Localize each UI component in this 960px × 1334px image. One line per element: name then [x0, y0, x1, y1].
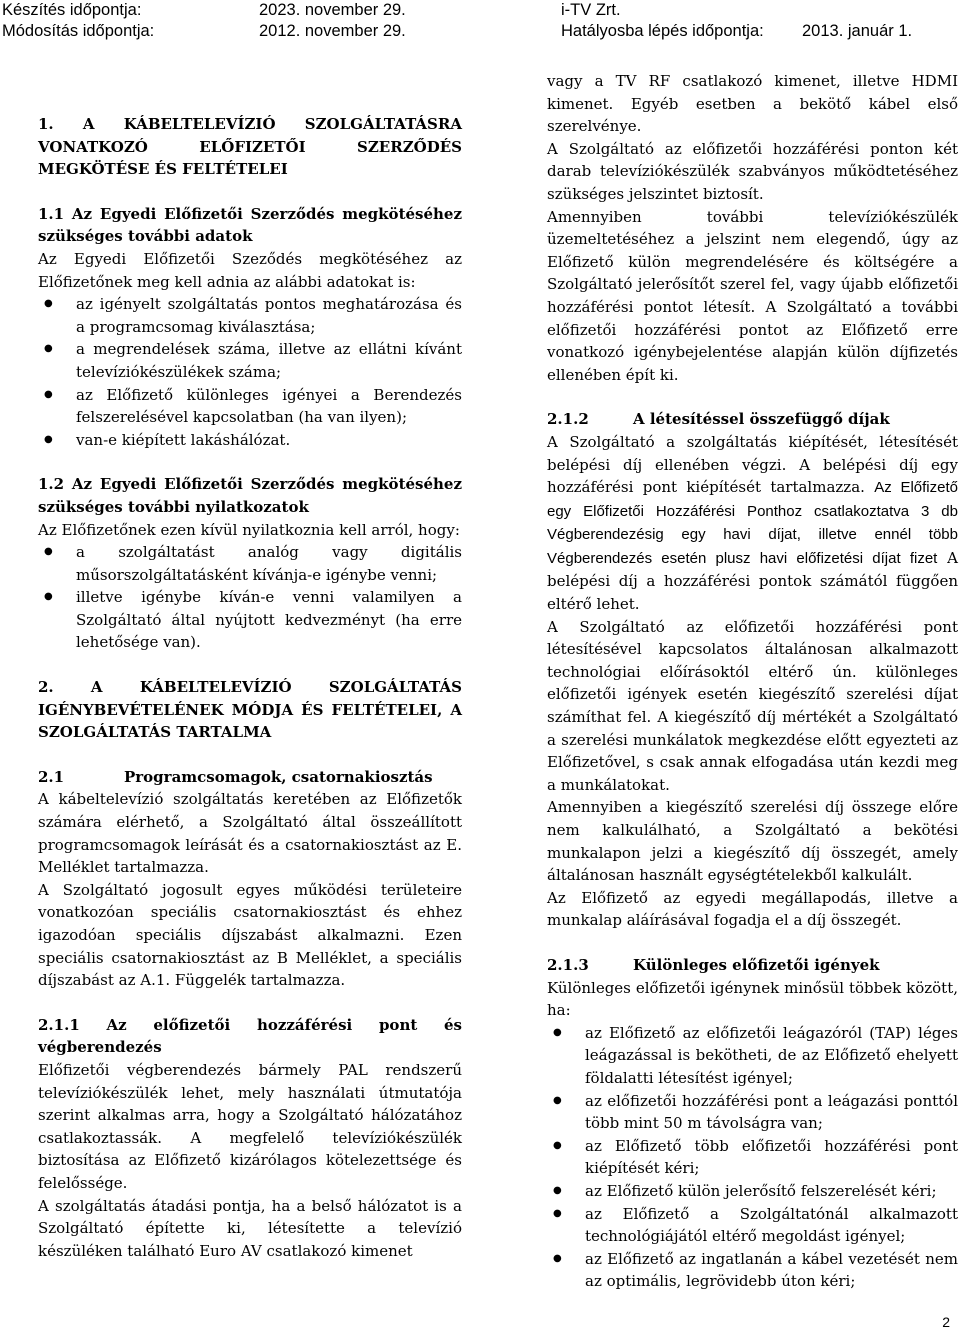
- section-2-1-2-paragraph-2: A Szolgáltató az előfizetői hozzáférési pont létesítésével kapcsolatos általánosan alkalmazott technológiai előírásoktól eltérő ún. különleges előfizetői igények esetén kiegészítő szerelési díjat számíthat fel. A kiegészítő díj mértékét a Szolgáltató a szerelési munkálatok megkezdése előtt egyezteti az Előfizetővel, s csak annak elfogadása után kezdi meg a munkálatokat.: [547, 617, 958, 794]
- section-2-1-2-paragraph-4: Az Előfizető az egyedi megállapodás, illetve a munkalap aláírásával fogadja el a díj összegét.: [547, 888, 958, 930]
- section-2-1-2-paragraph-1: [547, 431, 958, 616]
- list-item: ● a szolgáltatást analóg vagy digitális műsorszolgáltatásként kívánja-e igénybe venni;: [38, 541, 462, 586]
- section-1-1-intro: Az Egyedi Előfizetői Szeződés megkötéséhez az Előfizetőnek meg kell adnia az alábbi adatokat is:: [38, 249, 462, 291]
- effective-value: 2013. január 1.: [802, 22, 913, 40]
- section-2-1-paragraph-1: A kábeltelevízió szolgáltatás keretében az Előfizetők számára elérhető, a Szolgáltató által összeállított programcsomagok leírását és a csatornakiosztást az E. Melléklet tartalmazza.: [38, 790, 462, 877]
- created-value: 2023. november 29.: [259, 1, 406, 19]
- section-2-1-paragraph-2: A Szolgáltató jogosult egyes működési területeire vonatkozóan speciális csatornakiosztást és ehhez igazodóan speciális díjszabást alkalmazni. Ezen speciális csatornakiosztást az B Melléklet, a speciális díjszabást az A.1. Függelék tartalmazza.: [38, 880, 462, 990]
- modified-label: Módosítás időpontja:: [2, 22, 155, 40]
- left-column: [38, 113, 462, 1262]
- list-item: ● az Előfizető a Szolgáltatónál alkalmazott technológiájától eltérő megoldást igényel;: [547, 1203, 958, 1248]
- list-item: ● az Előfizető több előfizetői hozzáférési pont kiépítését kéri;: [547, 1135, 958, 1180]
- list-item: ● az Előfizető az ingatlanán a kábel vezetését nem az optimális, legrövidebb úton kéri;: [547, 1248, 958, 1293]
- section-2-1-heading: [38, 766, 462, 789]
- section-2-1-2-title: A létesítéssel összefüggő díjak: [633, 410, 890, 429]
- list-item: ● az Előfizető külön jelerősítő felszerelését kéri;: [547, 1180, 958, 1203]
- monthly-fee-text: Az Előfizető egy Előfizetői Hozzáférési Ponthoz csatlakoztatva 3 db Végberendezésig egy havi díjat, illetve ennél több Végberendezés esetén plusz havi előfizetési díjat fizet: [547, 479, 958, 567]
- section-2-1-3-list: [547, 1022, 958, 1293]
- list-item: ● van-e kiépített lakáshálózat.: [38, 429, 462, 452]
- section-2-1-3-heading: [547, 954, 958, 977]
- section-2-1-2-number: 2.1.2: [547, 410, 589, 429]
- fee-varies-text: A belépési díj a hozzáférési pontok számától függően eltérő lehet.: [547, 548, 958, 614]
- list-item: ● az Előfizető az előfizetői leágazóról (TAP) léges leágazással is bekötheti, de az Előfizető ehelyett földalatti létesítést igényel;: [547, 1022, 958, 1090]
- right-column: [547, 70, 958, 1293]
- section-2-1-3-intro: Különleges előfizetői igénynek minősül többek között, ha:: [547, 978, 958, 1020]
- effective-label: Hatályosba lépés időpontja:: [561, 22, 764, 40]
- section-1-1-heading: 1.1 Az Egyedi Előfizetői Szerződés megkötéséhez szükséges további adatok: [38, 204, 462, 246]
- section-2-1-2-paragraph-3: Amennyiben a kiegészítő szerelési díj összege előre nem kalkulálható, a Szolgáltató a bekötési munkalapon jelzi a kiegészítő díj összegét, amely általánosan használt egységtételekből kalkulált.: [547, 798, 958, 885]
- section-2-1-1-paragraph-1: Előfizetői végberendezés bármely PAL rendszerű televíziókészülék lehet, mely használati útmutatója szerint alkalmas arra, hogy a Szolgáltató hálózatához csatlakoztassák. A megfelelő televíziókészülék biztosítása az Előfizető kizárólagos kötelezettsége és felelőssége.: [38, 1060, 462, 1192]
- continued-paragraph: vagy a TV RF csatlakozó kimenet, illetve HDMI kimenet. Egyéb esetben a bekötő kábel első szerelvénye.: [547, 72, 958, 136]
- section-1-2-list: [38, 541, 462, 654]
- section-2-1-1-heading: 2.1.1 Az előfizetői hozzáférési pont és végberendezés: [38, 1015, 462, 1057]
- list-item: ● a megrendelések száma, illetve az ellátni kívánt televíziókészülékek száma;: [38, 338, 462, 383]
- document-header: [0, 0, 960, 42]
- section-1-2-heading: 1.2 Az Egyedi Előfizetői Szerződés megkötéséhez szükséges további nyilatkozatok: [38, 475, 462, 516]
- created-label: Készítés időpontja:: [2, 1, 142, 19]
- entry-fee-text: A Szolgáltató a szolgáltatás kiépítését, létesítését belépési díj ellenében végzi. A belépési díj egy hozzáférési pont kiépítését tartalmazza.: [547, 432, 958, 497]
- section-2-1-3-number: 2.1.3: [547, 955, 589, 974]
- modified-value: 2012. november 29.: [259, 22, 406, 40]
- list-item: ● az Előfizető különleges igényei a Berendezés felszerelésével kapcsolatban (ha van ilyen);: [38, 384, 462, 429]
- section-2-1-2-heading: [547, 408, 958, 431]
- extra-tv-paragraph: Amennyiben további televíziókészülék üzemeltetéséhez a jelszint nem elegendő, úgy az Előfizető külön megrendelésére és költségére a Szolgáltató jelerősítőt szerel fel, vagy újabb előfizetői hozzáférési pontot létesít. A Szolgáltató a további előfizetői hozzáférési pontot az Előfizető erre vonatkozó igénybejelentése alapján külön díjfizetés ellenében épít ki.: [547, 207, 958, 384]
- list-item: ● az igényelt szolgáltatás pontos meghatározása és a programcsomag kiválasztása;: [38, 293, 462, 338]
- section-1-2-intro: Az Előfizetőnek ezen kívül nyilatkoznia kell arról, hogy:: [38, 520, 460, 539]
- section-2-heading: 2. A KÁBELTELEVÍZIÓ SZOLGÁLTATÁS IGÉNYBEVÉTELÉNEK MÓDJA ÉS FELTÉTELEI, A SZOLGÁLTATÁS TARTALMA: [38, 678, 462, 742]
- section-2-1-1-paragraph-2: A szolgáltatás átadási pontja, ha a belső hálózatot is a Szolgáltató építette ki, létesítette a televízió készüléken található Euro AV csatlakozó kimenet: [38, 1196, 462, 1260]
- company-name: i-TV Zrt.: [561, 1, 621, 19]
- section-1-1-list: [38, 293, 462, 451]
- list-item: ● illetve igénybe kíván-e venni valamilyen a Szolgáltató által nyújtott kedvezményt (ha erre lehetősége van).: [38, 586, 462, 654]
- section-2-1-number: 2.1: [38, 767, 65, 786]
- section-2-1-3-title: Különleges előfizetői igények: [633, 955, 880, 974]
- page-number: 2: [942, 1314, 950, 1330]
- section-1-heading: 1. A KÁBELTELEVÍZIÓ SZOLGÁLTATÁSRA VONATKOZÓ ELŐFIZETŐI SZERZŐDÉS MEGKÖTÉSE ÉS FELTÉTELEI: [38, 115, 462, 179]
- list-item: ● az előfizetői hozzáférési pont a leágazási ponttól több mint 50 m távolságra van;: [547, 1090, 958, 1135]
- section-2-1-title: Programcsomagok, csatornakiosztás: [124, 767, 433, 786]
- signal-level-paragraph: A Szolgáltató az előfizetői hozzáférési ponton két darab televíziókészülék szabványos működtetéséhez szükséges jelszintet biztosít.: [547, 139, 958, 203]
